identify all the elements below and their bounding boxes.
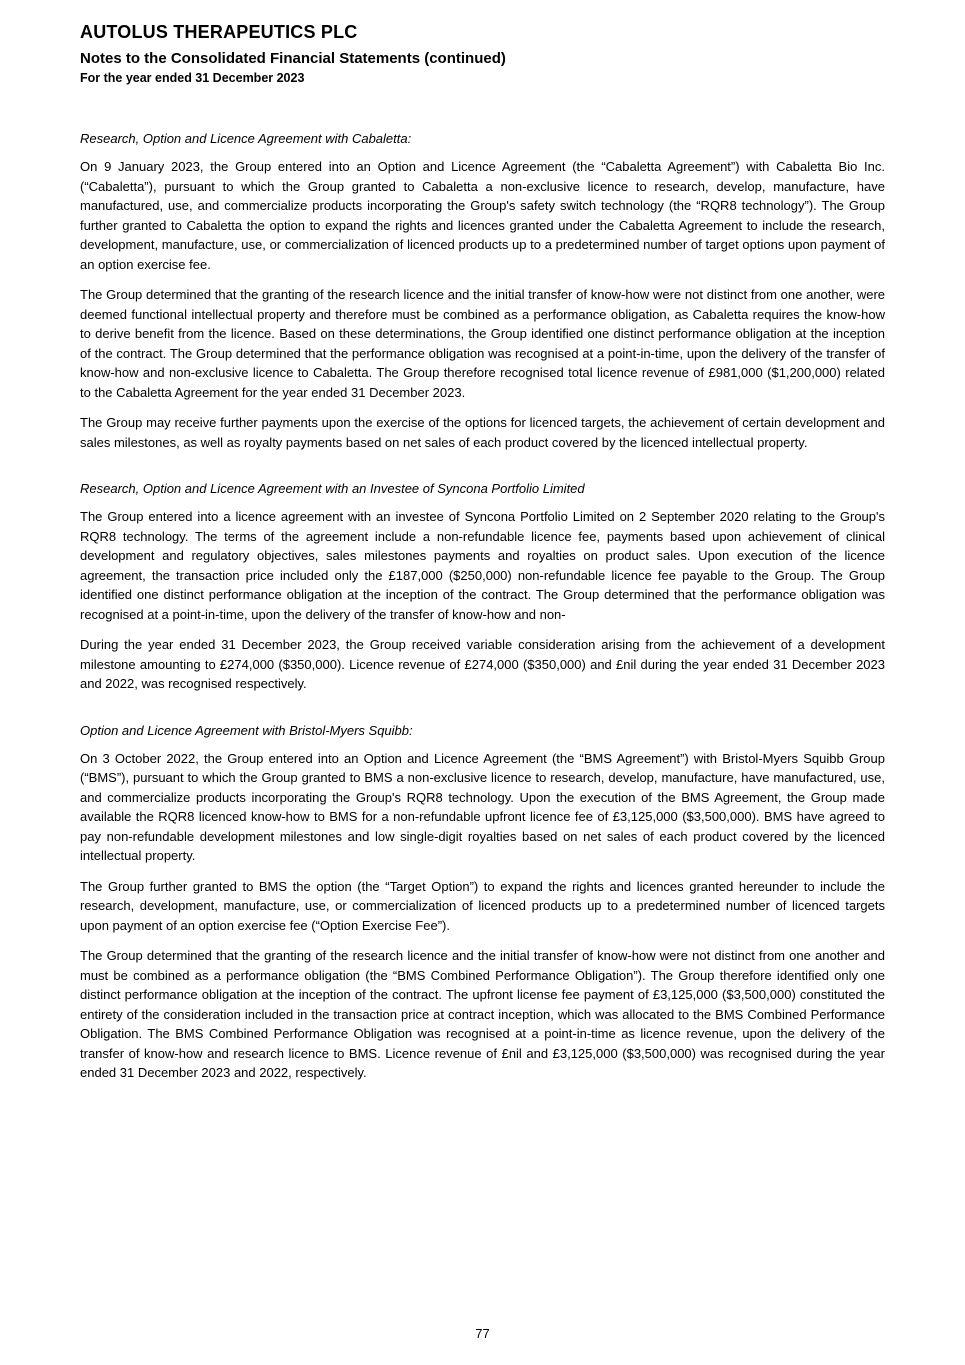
document-header (80, 22, 885, 85)
paragraph: The Group further granted to BMS the option (the “Target Option”) to expand the rights and licences granted hereunder to include the research, development, manufacture, use, or commercialization of licenced products up to a predetermined number of licenced targets upon payment of an option exercise fee (“Option Exercise Fee”). (80, 878, 885, 933)
paragraph: On 9 January 2023, the Group entered into an Option and Licence Agreement (the “Cabaletta Agreement”) with Cabaletta Bio Inc. (“Cabaletta”), pursuant to which the Group granted to Cabaletta a non-exclusive licence to research, develop, manufacture, have manufactured, use, and commercialize products incorporating the Group's safety switch technology (the “RQR8 technology”). The Group further granted to Cabaletta the option to expand the rights and licences granted under the Cabaletta Agreement to include the research, development, manufacture, use, or commercialization of licenced products up to a predetermined number of target options upon payment of an option exercise fee. (80, 159, 885, 272)
paragraph: The Group determined that the granting of the research licence and the initial transfer of know-how were not distinct from one another, were deemed functional intellectual property and therefore must be combined as a performance obligation, as Cabaletta requires the know-how to derive benefit from the licence. Based on these determinations, the Group identified one distinct performance obligation at the inception of the contract. The Group determined that the performance obligation was recognised at a point-in-time, upon the delivery of the transfer of know-how and non-exclusive licence to Cabaletta. The Group therefore recognised total licence revenue of £981,000 ($1,200,000) related to the Cabaletta Agreement for the year ended 31 December 2023. (80, 287, 885, 400)
paragraph: The Group entered into a licence agreement with an investee of Syncona Portfolio Limited on 2 September 2020 relating to the Group's RQR8 technology. The terms of the agreement include a non-refundable licence fee, payments based upon achievement of clinical development and regulatory objectives, sales milestones payments and royalties on product sales. Upon execution of the licence agreement, the transaction price included only the £187,000 ($250,000) non-refundable licence fee payable to the Group. The Group identified one distinct performance obligation at the inception of the contract. The Group determined that the performance obligation was recognised at a point-in-time, upon the delivery of the transfer of know-how and non- (80, 509, 885, 622)
section-syncona (80, 481, 885, 694)
paragraph: The Group may receive further payments upon the exercise of the options for licenced targets, the achievement of certain development and sales milestones, as well as royalty payments based on net sales of each product covered by the licenced intellectual property. (80, 415, 885, 450)
document-title: Notes to the Consolidated Financial Statements (continued) (80, 50, 506, 67)
section-cabaletta (80, 131, 885, 452)
section-heading-bms: Option and Licence Agreement with Bristol-Myers Squibb: (80, 722, 413, 738)
paragraph: The Group determined that the granting of the research licence and the initial transfer of know-how were not distinct from one another and must be combined as a performance obligation (the “BMS Combined Performance Obligation”). The Group therefore identified only one distinct performance obligation at the inception of the contract. The upfront license fee payment of £3,125,000 ($3,500,000) constituted the entirety of the consideration included in the transaction price at contract inception, which was allocated to the BMS Combined Performance Obligation. The BMS Combined Performance Obligation was recognised at a point-in-time as licence revenue, upon the delivery of the transfer of know-how and research licence to BMS. Licence revenue of £nil and £3,125,000 ($3,500,000) was recognised during the year ended 31 December 2023 and 2022, respectively. (80, 948, 885, 1080)
company-name: AUTOLUS THERAPEUTICS PLC (80, 22, 358, 42)
document-subtitle: For the year ended 31 December 2023 (80, 71, 305, 85)
section-heading-syncona: Research, Option and Licence Agreement with an Investee of Syncona Portfolio Limited (80, 481, 585, 496)
page-number: 77 (475, 1326, 490, 1341)
paragraph: During the year ended 31 December 2023, the Group received variable consideration arising from the achievement of a development milestone amounting to £274,000 ($350,000). Licence revenue of £274,000 ($350,000) and £nil during the year ended 31 December 2023 and 2022, was recognised respectively. (80, 637, 885, 691)
section-bms (80, 723, 885, 1083)
section-heading-cabaletta: Research, Option and Licence Agreement with Cabaletta: (80, 131, 412, 146)
paragraph: On 3 October 2022, the Group entered into an Option and Licence Agreement (the “BMS Agreement”) with Bristol-Myers Squibb Group (“BMS”), pursuant to which the Group granted to BMS a non-exclusive licence to research, develop, manufacture, have manufactured, use, and commercialize products incorporating the Group's RQR8 technology. Upon the execution of the BMS Agreement, the Group made available the RQR8 licenced know-how to BMS for a non-refundable upfront licence fee of £3,125,000 ($3,500,000). BMS have agreed to pay non-refundable development milestones and low single-digit royalties based on net sales of each product covered by the licenced intellectual property. (80, 750, 885, 863)
